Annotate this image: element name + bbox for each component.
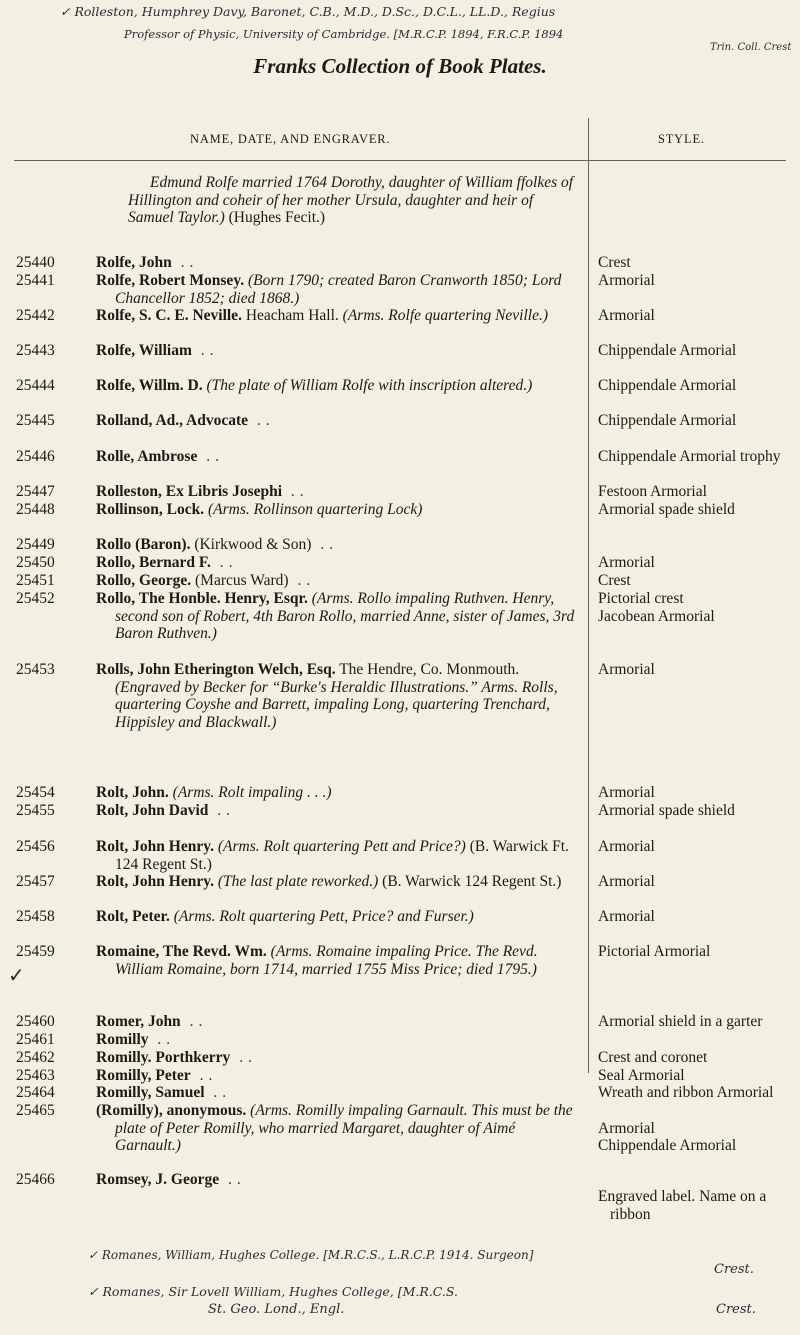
style-entry: Armorial [598, 1120, 655, 1137]
entry-owner-name: Romilly, Samuel [96, 1084, 205, 1101]
style-entry: Wreath and ribbon Armorial [598, 1084, 774, 1101]
catalogue-entry [16, 1067, 576, 1085]
entry-owner-name: Rollo, The Honble. Henry, Esqr. [96, 590, 308, 607]
leader-dots: .. [191, 342, 219, 359]
catalogue-entry [16, 554, 576, 572]
entry-text [96, 908, 576, 926]
entry-text [96, 1013, 576, 1031]
entry-number: 25447 [16, 483, 55, 500]
leader-dots: .. [210, 554, 238, 571]
handwritten-bottom-line-1-right: Crest. [714, 1262, 754, 1277]
style-entry: Pictorial crest [598, 590, 684, 607]
entry-text [96, 501, 576, 519]
handwritten-bottom-line-3-right: Crest. [716, 1302, 756, 1317]
entry-owner-name: Rollo, George. [96, 572, 192, 589]
entry-text [96, 448, 576, 466]
leader-dots: .. [248, 412, 275, 429]
entry-text [96, 1067, 576, 1085]
entry-number: 25455 [16, 802, 55, 819]
entry-text [96, 590, 576, 643]
entry-text [96, 572, 576, 590]
entry-note: (The last plate reworked.) [217, 873, 379, 890]
catalogue-entry [16, 342, 576, 360]
entry-owner-name: Rolt, John Henry. [96, 873, 214, 890]
entry-text [96, 1102, 576, 1155]
style-column-header: STYLE. [658, 132, 705, 146]
entry-text [96, 377, 576, 395]
entry-note: (Engraved by Becker for “Burke's Heraldic Illustrations.” Arms. Rolls, quartering Coyshe and Barrett, impaling Long, quartering Trenchard, Hippisley and Blackwall.) [115, 678, 558, 731]
entry-text [96, 1171, 576, 1189]
entry-note: (Arms. Rolfe quartering Neville.) [342, 307, 549, 324]
entry-number: 25458 [16, 908, 55, 925]
catalogue-entry [16, 1084, 576, 1102]
entry-owner-name: Rolls, John Etherington Welch, Esq. [96, 661, 336, 678]
catalogue-entry [16, 1171, 576, 1189]
entry-owner-name: Rolt, John David [96, 802, 209, 819]
leader-dots: .. [282, 483, 309, 500]
entry-number: 25443 [16, 342, 55, 359]
entry-owner-name: Rolt, John. [96, 784, 169, 801]
catalogue-entry [16, 590, 576, 643]
intro-italic-text: Edmund Rolfe married 1764 Dorothy, daughter of William ffolkes of Hillington and coheir of her mother Ursula, daughter and heir of Samuel Taylor.) [128, 174, 574, 227]
catalogue-entry [16, 802, 576, 820]
check-mark-icon: ✓ [8, 963, 25, 987]
style-entry: Armorial [598, 784, 655, 801]
entry-note: (Arms. Rolt quartering Pett, Price? and Furser.) [173, 908, 474, 925]
page-title: Franks Collection of Book Plates. [253, 54, 547, 78]
style-entry: Festoon Armorial [598, 483, 707, 500]
entry-text [96, 342, 576, 360]
catalogue-entry [16, 536, 576, 554]
handwritten-bottom-line-1: ✓ Romanes, William, Hughes College. [M.R.C.S., L.R.C.P. 1914. Surgeon] [88, 1248, 534, 1262]
catalogue-entry [16, 1102, 576, 1155]
entry-text [96, 554, 576, 572]
entry-number: 25462 [16, 1049, 55, 1066]
entry-number: 25463 [16, 1067, 55, 1084]
entry-number: 25461 [16, 1031, 55, 1048]
style-entry: Armorial [598, 873, 655, 890]
entry-owner-name: Rolt, John Henry. [96, 838, 214, 855]
entry-number: 25444 [16, 377, 55, 394]
catalogue-entry [16, 307, 576, 325]
entry-number: 25466 [16, 1171, 55, 1188]
entry-owner-name: Rolfe, William [96, 342, 192, 359]
leader-dots: .. [148, 1031, 176, 1048]
entry-owner-name: Rolfe, Willm. D. [96, 377, 203, 394]
entry-number: 25442 [16, 307, 55, 324]
entry-note: (Arms. Rollinson quartering Lock) [207, 501, 423, 518]
entry-number: 25448 [16, 501, 55, 518]
entry-owner-name: Rolland, Ad., Advocate [96, 412, 249, 429]
entry-number: 25446 [16, 448, 55, 465]
leader-dots: .. [311, 536, 339, 553]
header-rule [14, 160, 786, 161]
column-divider [588, 118, 589, 1073]
leader-dots: .. [204, 1084, 232, 1101]
catalogue-entry [16, 908, 576, 926]
entry-number: 25456 [16, 838, 55, 855]
entry-owner-name: Rollo (Baron). [96, 536, 191, 553]
entry-text [96, 272, 576, 307]
handwritten-margin-note: Trin. Coll. Crest [710, 42, 792, 53]
style-entry: Armorial [598, 272, 655, 289]
style-entry: Crest [598, 572, 631, 589]
entry-owner-name: Rolfe, S. C. E. Neville. [96, 307, 242, 324]
entry-number: 25465 [16, 1102, 55, 1119]
leader-dots: .. [197, 448, 224, 465]
style-entry: Armorial [598, 307, 655, 324]
intro-paragraph [128, 174, 576, 227]
entry-note: (Arms. Romaine impaling Price. The Revd. William Romaine, born 1714, married 1755 Miss Price; died 1795.) [115, 943, 538, 978]
style-entry: Armorial [598, 661, 655, 678]
style-entry: Chippendale Armorial trophy [598, 448, 781, 465]
entry-engraver: (B. Warwick 124 Regent St.) [378, 873, 562, 890]
leader-dots: .. [171, 254, 199, 271]
entry-engraver: (B. Warwick Ft. 124 Regent St.) [115, 838, 569, 873]
style-entry: Chippendale Armorial [598, 377, 737, 394]
entry-number: 25452 [16, 590, 55, 607]
name-column-header: NAME, DATE, AND ENGRAVER. [190, 132, 391, 146]
entry-text [96, 1084, 576, 1102]
style-entry: Armorial shield in a garter [598, 1013, 763, 1030]
catalogue-entry [16, 661, 576, 731]
entry-note: (Arms. Romilly impaling Garnault. This must be the plate of Peter Romilly, who married Margaret, daughter of Aimé Garnault.) [115, 1102, 573, 1155]
entry-text [96, 838, 576, 873]
entry-text [96, 1049, 576, 1067]
entry-number: 25440 [16, 254, 55, 271]
catalogue-entry [16, 254, 576, 272]
leader-dots: .. [219, 1171, 246, 1188]
entry-note: (Born 1790; created Baron Cranworth 1850; Lord Chancellor 1852; died 1868.) [115, 272, 562, 307]
entry-owner-name: Rolt, Peter. [96, 908, 170, 925]
entry-text [96, 254, 576, 272]
entry-number: 25460 [16, 1013, 55, 1030]
catalogue-entry [16, 483, 576, 501]
catalogue-entry [16, 838, 576, 873]
entry-number: 25450 [16, 554, 55, 571]
leader-dots: .. [190, 1067, 218, 1084]
entry-note: (Arms. Rolt impaling . . .) [172, 784, 332, 801]
entry-text [96, 943, 576, 978]
entry-number: 25459 [16, 943, 55, 960]
entry-note: (Arms. Rolt quartering Pett and Price?) [217, 838, 466, 855]
entry-owner-name: Rolle, Ambrose [96, 448, 198, 465]
entry-text [96, 784, 576, 802]
catalogue-entry [16, 873, 576, 891]
entry-owner-name: Romilly [96, 1031, 149, 1048]
leader-dots: .. [180, 1013, 208, 1030]
entry-number: 25457 [16, 873, 55, 890]
catalogue-entry [16, 1049, 576, 1067]
style-entry: Armorial [598, 838, 655, 855]
style-entry: Jacobean Armorial [598, 608, 715, 625]
entry-text [96, 483, 576, 501]
entry-note: (Arms. Rollo impaling Ruthven. Henry, second son of Robert, 4th Baron Rollo, married Anne, sister of James, 3rd Baron Ruthven.) [115, 590, 575, 643]
catalogue-entry [16, 943, 576, 978]
entry-detail: (Kirkwood & Son) [190, 536, 312, 553]
leader-dots: .. [230, 1049, 257, 1066]
entry-owner-name: Romer, John [96, 1013, 181, 1030]
catalogue-entry [16, 1031, 576, 1049]
entry-detail: The Hendre, Co. Monmouth. [335, 661, 520, 678]
entry-owner-name: Rollo, Bernard F. [96, 554, 211, 571]
entry-number: 25445 [16, 412, 55, 429]
style-entry: Seal Armorial [598, 1067, 685, 1084]
entry-number: 25449 [16, 536, 55, 553]
style-entry: Chippendale Armorial [598, 412, 737, 429]
entry-number: 25451 [16, 572, 55, 589]
catalogue-entry [16, 572, 576, 590]
entry-text [96, 661, 576, 731]
leader-dots: .. [288, 572, 316, 589]
handwritten-note-line-1: ✓ Rolleston, Humphrey Davy, Baronet, C.B., M.D., D.Sc., D.C.L., LL.D., Regius [60, 4, 556, 19]
catalogue-entry [16, 501, 576, 519]
style-entry: Armorial spade shield [598, 501, 735, 518]
entry-text [96, 536, 576, 554]
entry-owner-name: Romilly. Porthkerry [96, 1049, 231, 1066]
leader-dots: .. [208, 802, 236, 819]
handwritten-bottom-line-3: St. Geo. Lond., Engl. [208, 1302, 345, 1317]
entry-detail: Heacham Hall. [241, 307, 339, 324]
entry-detail: (Marcus Ward) [191, 572, 289, 589]
catalogue-entry [16, 1013, 576, 1031]
entry-owner-name: Romaine, The Revd. Wm. [96, 943, 267, 960]
style-entry: Crest [598, 254, 631, 271]
catalogue-entry [16, 377, 576, 395]
entry-number: 25464 [16, 1084, 55, 1101]
catalogue-entry [16, 412, 576, 430]
style-entry: Chippendale Armorial [598, 1137, 737, 1154]
entry-text [96, 802, 576, 820]
entry-number: 25453 [16, 661, 55, 678]
style-entry: Armorial [598, 908, 655, 925]
entry-note: (The plate of William Rolfe with inscription altered.) [206, 377, 533, 394]
style-entry: Engraved label. Name on a ribbon [598, 1188, 767, 1223]
handwritten-note-line-2: Professor of Physic, University of Cambridge. [M.R.C.P. 1894, F.R.C.P. 1894 [124, 27, 564, 41]
entry-text [96, 873, 576, 891]
entry-owner-name: Rolfe, Robert Monsey. [96, 272, 245, 289]
style-entry: Armorial [598, 554, 655, 571]
entry-number: 25441 [16, 272, 55, 289]
entry-text [96, 412, 576, 430]
entry-owner-name: (Romilly), anonymous. [96, 1102, 247, 1119]
style-entry: Crest and coronet [598, 1049, 708, 1066]
style-entry: Armorial spade shield [598, 802, 735, 819]
intro-roman-text: (Hughes Fecit.) [228, 209, 326, 227]
entry-owner-name: Rollinson, Lock. [96, 501, 205, 518]
entry-owner-name: Rolleston, Ex Libris Josephi [96, 483, 283, 500]
style-entry: Pictorial Armorial [598, 943, 711, 960]
style-entry: Chippendale Armorial [598, 342, 737, 359]
entry-text [96, 1031, 576, 1049]
entry-owner-name: Romsey, J. George [96, 1171, 220, 1188]
catalogue-entry [16, 448, 576, 466]
catalogue-entry [16, 272, 576, 307]
entry-owner-name: Romilly, Peter [96, 1067, 191, 1084]
handwritten-bottom-line-2: ✓ Romanes, Sir Lovell William, Hughes College, [M.R.C.S. [88, 1284, 458, 1299]
entry-text [96, 307, 576, 325]
entry-owner-name: Rolfe, John [96, 254, 172, 271]
catalogue-entry [16, 784, 576, 802]
entry-number: 25454 [16, 784, 55, 801]
